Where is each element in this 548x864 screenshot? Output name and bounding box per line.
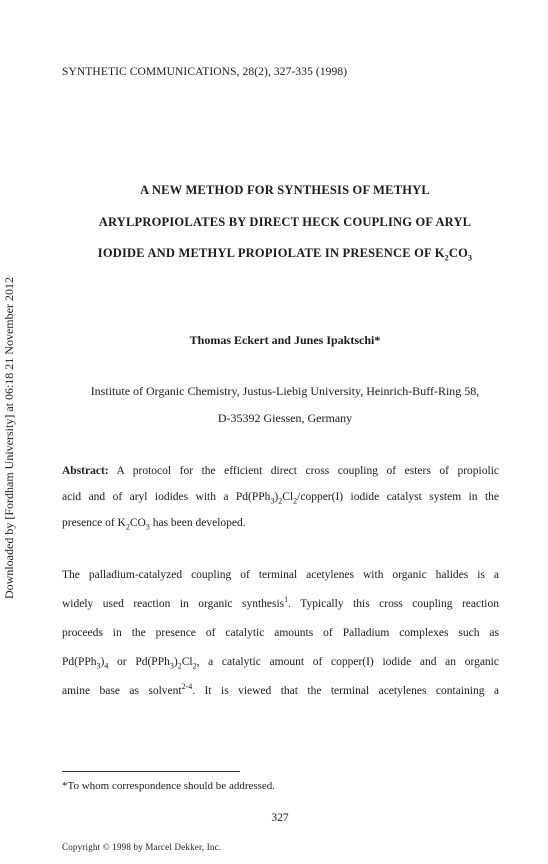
subscript: 4: [104, 661, 109, 671]
body-text: ): [100, 656, 105, 668]
body-text: , a catalytic amount of copper(I) iodide and an organic: [196, 656, 499, 668]
body-text: widely used reaction in organic synthesis: [62, 598, 285, 610]
body-text: Cl: [181, 656, 193, 668]
title-subscript: 2: [444, 253, 449, 263]
footnote: *To whom correspondence should be addressed.: [62, 780, 276, 792]
abstract-line-1: [62, 465, 499, 477]
body-line-4: [62, 656, 499, 671]
subscript: 3: [96, 661, 101, 671]
download-watermark: Downloaded by [Fordham University] at 06:18 21 November 2012: [2, 277, 16, 599]
abstract-line-2: [62, 491, 499, 506]
body-text: ): [173, 656, 178, 668]
footnote-rule: [62, 771, 240, 772]
abstract-text: has been developed.: [149, 517, 246, 529]
abstract-text: /copper(I) iodide catalyst system in the: [297, 491, 499, 503]
subscript: 2: [125, 522, 130, 532]
abstract-text: presence of K: [62, 517, 126, 529]
subscript: 2: [192, 661, 197, 671]
title-line-3: [55, 246, 515, 261]
title-line-3-text: IODIDE AND METHYL PROPIOLATE IN PRESENCE OF K: [97, 246, 445, 260]
title-line-2: ARYLPROPIOLATES BY DIRECT HECK COUPLING OF ARYL: [98, 215, 472, 229]
abstract-label: Abstract:: [62, 465, 109, 477]
abstract-text: CO: [129, 517, 146, 529]
subscript: 3: [145, 522, 150, 532]
abstract-text: A protocol for the efficient direct cross coupling of esters of propiolic: [108, 465, 499, 477]
citation-superscript: 2-4: [181, 682, 193, 692]
body-text: . It is viewed that the terminal acetylenes containing a: [192, 685, 499, 697]
body-text: . Typically this cross coupling reaction: [288, 598, 499, 610]
subscript: 3: [169, 661, 174, 671]
body-text: amine base as solvent: [62, 685, 182, 697]
subscript: 2: [293, 496, 298, 506]
authors: Thomas Eckert and Junes Ipaktschi*: [189, 333, 381, 347]
abstract-line-3: [62, 517, 499, 532]
affiliation-line-2: D-35392 Giessen, Germany: [217, 411, 353, 425]
abstract-text: acid and of aryl iodides with a Pd(PPh: [62, 491, 271, 503]
title-line-3-co: CO: [448, 246, 469, 260]
body-text: or Pd(PPh: [108, 656, 170, 668]
affiliation-line-1: Institute of Organic Chemistry, Justus-Liebig University, Heinrich-Buff-Ring 58,: [90, 384, 480, 398]
body-text: Pd(PPh: [62, 656, 97, 668]
title-line-1: A NEW METHOD FOR SYNTHESIS OF METHYL: [140, 183, 430, 197]
page-number: 327: [271, 812, 289, 824]
citation-superscript: 1: [284, 595, 289, 605]
subscript: 2: [278, 496, 283, 506]
body-line-1: The palladium-catalyzed coupling of terminal acetylenes with organic halides is a: [62, 569, 499, 581]
body-line-3: proceeds in the presence of catalytic amounts of Palladium complexes such as: [62, 627, 499, 639]
subscript: 2: [177, 661, 182, 671]
title-subscript: 3: [468, 253, 473, 263]
copyright: Copyright © 1998 by Marcel Dekker, Inc.: [62, 842, 222, 852]
abstract-text: Cl: [282, 491, 294, 503]
subscript: 3: [270, 496, 275, 506]
body-line-5: [62, 682, 499, 697]
abstract-text: ): [274, 491, 279, 503]
body-line-2: [62, 595, 499, 610]
journal-reference: SYNTHETIC COMMUNICATIONS, 28(2), 327-335 (1998): [62, 66, 348, 78]
